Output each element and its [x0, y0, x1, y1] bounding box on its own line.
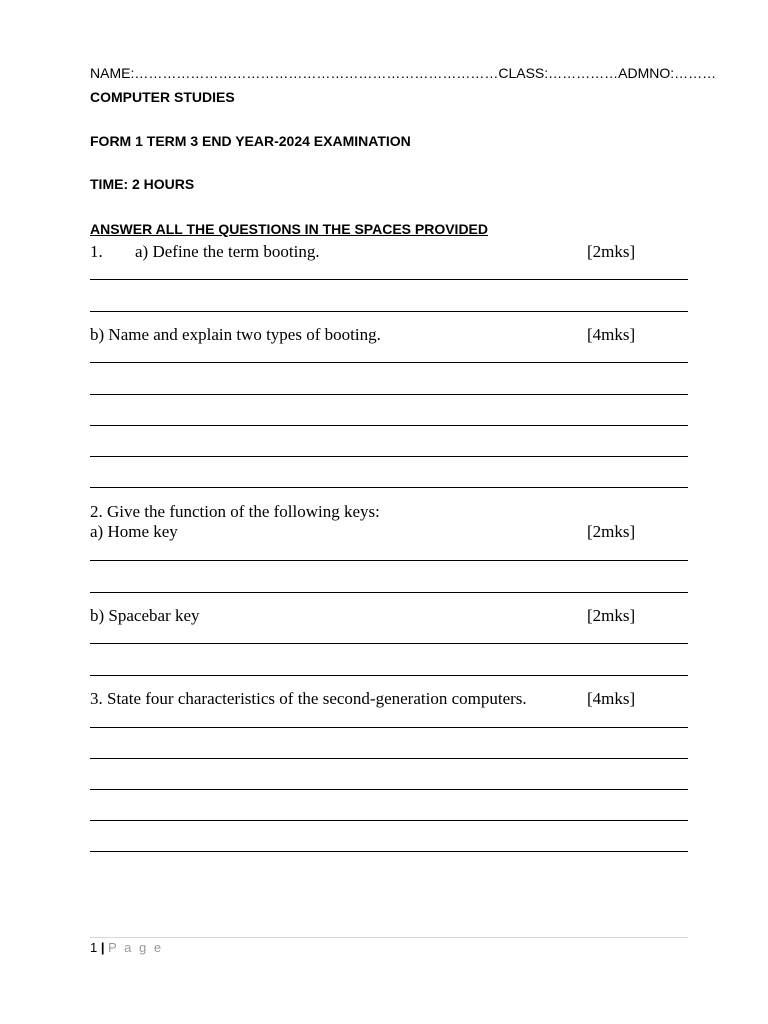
question-2a-text: a) Home key [90, 522, 178, 541]
answer-line[interactable] [90, 487, 688, 488]
page-label: P a g e [108, 940, 164, 955]
answer-line[interactable] [90, 820, 688, 821]
answer-line[interactable] [90, 727, 688, 728]
answer-line[interactable] [90, 362, 688, 363]
exam-title: FORM 1 TERM 3 END YEAR-2024 EXAMINATION [90, 133, 411, 149]
name-class-admno-line: NAME:……………………………………………………………………CLASS:……………ADMNO:……… [90, 65, 717, 81]
answer-line[interactable] [90, 279, 688, 280]
question-2-text: 2. Give the function of the following keys: [90, 502, 380, 521]
question-2a-marks: [2mks] [587, 522, 636, 541]
question-3-marks: [4mks] [587, 689, 636, 708]
answer-line[interactable] [90, 456, 688, 457]
answer-line[interactable] [90, 675, 688, 676]
exam-time: TIME: 2 HOURS [90, 176, 195, 192]
question-1a-text: a) Define the term booting. [135, 242, 320, 261]
instructions: ANSWER ALL THE QUESTIONS IN THE SPACES PROVIDED [90, 221, 489, 237]
question-3-text: 3. State four characteristics of the second-generation computers. [90, 689, 527, 708]
answer-line[interactable] [90, 851, 688, 852]
answer-line[interactable] [90, 643, 688, 644]
footer-rule [90, 937, 688, 938]
question-2b-text: b) Spacebar key [90, 606, 200, 625]
answer-line[interactable] [90, 592, 688, 593]
question-1b-marks: [4mks] [587, 325, 636, 344]
answer-line[interactable] [90, 560, 688, 561]
question-2b-marks: [2mks] [587, 606, 636, 625]
subject-title: COMPUTER STUDIES [90, 89, 235, 105]
footer-separator: | [100, 940, 105, 955]
answer-line[interactable] [90, 789, 688, 790]
question-1-number: 1. [90, 242, 103, 261]
answer-line[interactable] [90, 758, 688, 759]
answer-line[interactable] [90, 311, 688, 312]
question-1b-text: b) Name and explain two types of booting. [90, 325, 381, 344]
page-number: 1 [90, 940, 98, 955]
page-footer [90, 940, 163, 955]
answer-line[interactable] [90, 425, 688, 426]
answer-line[interactable] [90, 394, 688, 395]
question-1a-marks: [2mks] [587, 242, 636, 261]
